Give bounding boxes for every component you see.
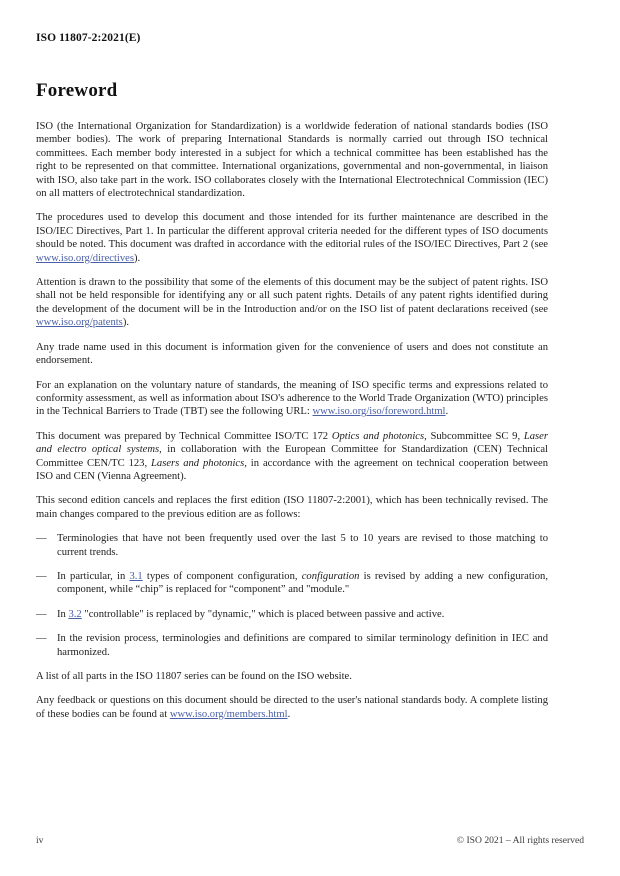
paragraph-procedures-tail: ). — [133, 252, 141, 264]
list-item-configuration-text-2: types of component configuration, — [142, 570, 302, 582]
dash-marker-icon: — — [36, 533, 47, 545]
list-item — [36, 632, 548, 659]
list-item — [36, 570, 548, 597]
paragraph-second-edition: This second edition cancels and replaces the first edition (ISO 11807-2:2001), which has been technically revised. The main changes compared to the previous edition are as follows: — [36, 495, 548, 520]
page-number: iv — [36, 835, 44, 846]
paragraph-procedures — [36, 211, 548, 265]
tc-italic-lasers-and-photonics: Lasers and photonics — [151, 457, 245, 469]
tc-text-2: , Subcommittee SC 9, — [424, 430, 524, 442]
tc-text-4: , in accordance with the agreement on technical cooperation between ISO and CEN (Vienna Agreement). — [36, 457, 548, 482]
list-item-controllable-text-2: "controllable" is replaced by "dynamic," which is placed between passive and active. — [81, 608, 445, 620]
list-item-italic-configuration: configuration — [301, 570, 360, 582]
dash-marker-icon: — — [36, 570, 47, 582]
list-item — [36, 608, 548, 621]
list-item-configuration-text-1: In particular, in — [57, 570, 130, 582]
list-item-terminologies-text: Terminologies that have not been frequently used over the last 5 to 10 years are revised to those matching to current trends. — [57, 533, 548, 558]
link-iso-members[interactable]: www.iso.org/members.html — [169, 708, 288, 720]
changes-list — [36, 532, 548, 659]
link-clause-3-1[interactable]: 3.1 — [129, 570, 143, 582]
tc-text-3: , in collaboration with the European Committee for Standardization (CEN) Technical Committee CEN/TC 123, — [36, 444, 548, 469]
copyright-notice: © ISO 2021 – All rights reserved — [456, 835, 584, 846]
paragraph-trade-name: Any trade name used in this document is information given for the convenience of users and does not constitute an endorsement. — [36, 341, 548, 367]
paragraph-wto-tbt-tail: . — [445, 406, 449, 418]
tc-italic-laser-electro-optical-systems: Laser and electro optical systems — [36, 430, 548, 456]
page-footer — [36, 835, 584, 846]
paragraph-feedback-text: Any feedback or questions on this document should be directed to the user's national standards body. A complete listing of these bodies can be found at — [36, 695, 548, 720]
paragraph-procedures-text: The procedures used to develop this document and those intended for its further maintenance are described in the ISO/IEC Directives, Part 1. In particular the different approval criteria needed for the different types of ISO documents should be noted. This document was drafted in accordance with the editorial rules of the ISO/IEC Directives, Part 2 (see — [36, 212, 548, 251]
paragraph-all-parts: A list of all parts in the ISO 11807 series can be found on the ISO website. — [36, 671, 352, 682]
document-reference-header: ISO 11807-2:2021(E) — [36, 32, 141, 44]
link-iso-patents[interactable]: www.iso.org/patents — [36, 317, 123, 329]
dash-marker-icon: — — [36, 633, 47, 645]
paragraph-patent-rights-tail: ). — [122, 317, 129, 329]
list-item — [36, 532, 548, 559]
paragraph-patent-rights — [36, 276, 548, 330]
dash-marker-icon: — — [36, 608, 47, 620]
link-iso-directives[interactable]: www.iso.org/directives — [36, 252, 134, 264]
link-iso-foreword[interactable]: www.iso.org/iso/foreword.html — [312, 406, 446, 418]
list-item-revision-process-text: In the revision process, terminologies and definitions are compared to similar terminology definition in IEC and harmonized. — [57, 633, 548, 658]
tc-italic-optics-and-photonics: Optics and photonics — [331, 430, 425, 442]
paragraph-wto-tbt-text: For an explanation on the voluntary nature of standards, the meaning of ISO specific terms and expressions related to conformity assessment, as well as information about ISO's adherence to the World Trade Organization (WTO) principles in the Technical Barriers to Trade (TBT) see the following URL: — [36, 379, 548, 418]
paragraph-technical-committee — [36, 430, 548, 484]
list-item-controllable-text-1: In — [57, 608, 69, 620]
page-title: Foreword — [36, 80, 118, 101]
link-clause-3-2[interactable]: 3.2 — [68, 608, 82, 620]
paragraph-feedback — [36, 694, 548, 721]
document-body — [36, 80, 548, 732]
paragraph-wto-tbt — [36, 379, 548, 419]
paragraph-iso-description: ISO (the International Organization for Standardization) is a worldwide federation of national standards bodies (ISO member bodies). The work of preparing International Standards is normally carried out through ISO technical committees. Each member body interested in a subject for which a technical committee has been established has the right to be represented on that committee. International organizations, governmental and non-governmental, in liaison with ISO, also take part in the work. ISO collaborates closely with the International Electrotechnical Commission (IEC) on all matters of electrotechnical standardization. — [36, 121, 548, 200]
list-item-configuration-text-3: is revised by adding a new configuration, component, while “chip” is replaced for “component” and "module." — [57, 570, 548, 596]
paragraph-feedback-tail: . — [287, 708, 291, 720]
paragraph-patent-rights-text: Attention is drawn to the possibility that some of the elements of this document may be the subject of patent rights. ISO shall not be held responsible for identifying any or all such patent rights. Details of any patent rights identified during the development of the document will be in the Introduction and/or on the ISO list of patent declarations received (see — [36, 277, 548, 315]
tc-text-1: This document was prepared by Technical Committee ISO/TC 172 — [36, 430, 332, 442]
